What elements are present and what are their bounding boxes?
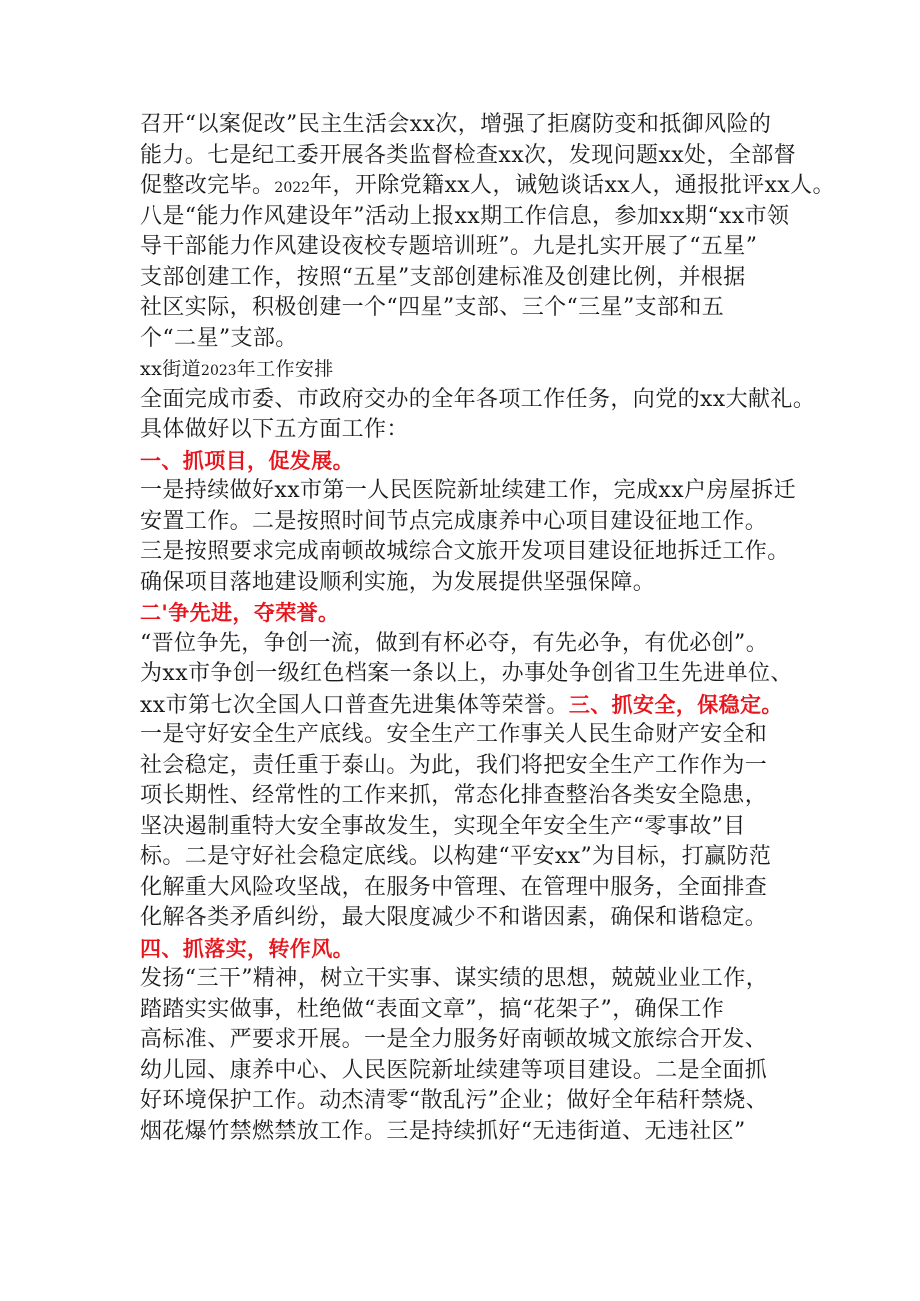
text-line: 八是“能力作风建设年”活动上报xx期工作信息，参加xx期“xx市领 <box>140 203 790 229</box>
text-line: 全面完成市委、市政府交办的全年各项工作任务，向党的xx大献礼。 <box>140 386 816 412</box>
text-line: 烟花爆竹禁燃禁放工作。三是持续抓好“无违街道、无违社区” <box>140 1118 746 1144</box>
text-line: 确保项目落地建设顺利实施，为发展提供坚强保障。 <box>140 569 656 595</box>
text-line: 社会稳定，责任重于泰山。为此，我们将把安全生产工作作为一 <box>140 752 768 778</box>
text-line: 化解各类矛盾纠纷，最大限度减少不和谐因素，确保和谐稳定。 <box>140 905 768 930</box>
text-span: 促整改完毕。 <box>140 173 275 198</box>
text-line: 社区实际，积极创建一个“四星”支部、三个“三星”支部和五 <box>140 295 725 320</box>
section-subtitle <box>140 354 800 385</box>
text-line: 踏踏实实做事，杜绝做“表面文章”，搞“花架子”，确保工作 <box>140 996 725 1022</box>
text-line: 具体做好以下五方面工作： <box>140 417 409 442</box>
text-line: 能力。七是纪工委开展各类监督检查xx次，发现问题xx处，全部督 <box>140 142 797 168</box>
heading-four: 四、抓落实，转作风。 <box>140 936 354 961</box>
text-line: 一是守好安全生产底线。安全生产工作事关人民生命财产安全和 <box>140 722 768 747</box>
text-line <box>140 690 800 721</box>
heading-three: 三、抓安全，保稳定。 <box>568 692 783 717</box>
text-line: 化解重大风险攻坚战，在服务中管理、在管理中服务，全面排查 <box>140 874 768 900</box>
text-line: “晋位争先，争创一流，做到有杯必夺，有先必争，有优必创”。 <box>140 630 769 656</box>
text-line: 召开“以案促改”民主生活会xx次，增强了拒腐防变和抵御风险的 <box>140 112 772 137</box>
text-line: 高标准、严要求开展。一是全力服务好南顿故城文旅综合开发、 <box>140 1027 768 1052</box>
document-body <box>140 110 835 1147</box>
text-line: 为xx市争创一级红色档案一条以上，办事处争创省卫生先进单位、 <box>140 661 793 686</box>
text-line: 导干部能力作风建设夜校专题培训班”。九是扎实开展了“五星” <box>140 234 758 259</box>
text-span: xx市第七次全国人口普查先进集体等荣誉。 <box>140 692 569 718</box>
text-line: 支部创建工作，按照“五星”支部创建标准及创建比例，并根据 <box>140 264 746 290</box>
text-span: 年工作安排 <box>236 358 334 380</box>
text-line: 个“二星”支部。 <box>140 325 298 351</box>
text-line: 三是按照要求完成南顿故城综合文旅开发项目建设征地拆迁工作。 <box>140 539 790 564</box>
text-span: xx街道 <box>140 358 202 380</box>
text-line: 标。二是守好社会稳定底线。以构建“平安xx”为目标，打赢防范 <box>140 844 772 869</box>
text-line: 坚决遏制重特大安全事故发生，实现全年安全生产“零事故”目 <box>140 813 746 839</box>
text-line: 安置工作。二是按照时间节点完成康养中心项目建设征地工作。 <box>140 508 768 534</box>
heading-two: 二'争先进，夺荣誉。 <box>140 601 340 625</box>
year-number: 2023 <box>201 363 237 379</box>
text-line: 幼儿园、康养中心、人民医院新址续建等项目建设。二是全面抓 <box>140 1057 768 1083</box>
text-line <box>140 171 835 202</box>
heading-one: 一、抓项目，促发展。 <box>140 448 354 473</box>
year-number: 2022 <box>274 180 311 196</box>
text-line: 好环境保护工作。动杰清零“散乱污”企业；做好全年秸秆禁烧、 <box>140 1088 769 1113</box>
text-line: 发扬“三干”精神，树立干实事、谋实绩的思想，兢兢业业工作， <box>140 966 769 991</box>
text-line: 一是持续做好xx市第一人民医院新址续建工作，完成xx户房屋拆迁 <box>140 478 797 503</box>
text-line: 项长期性、经常性的工作来抓，常态化排查整治各类安全隐患， <box>140 783 768 808</box>
text-span: 年，开除党籍xx人，诫勉谈话xx人，通报批评xx人。 <box>310 173 835 198</box>
